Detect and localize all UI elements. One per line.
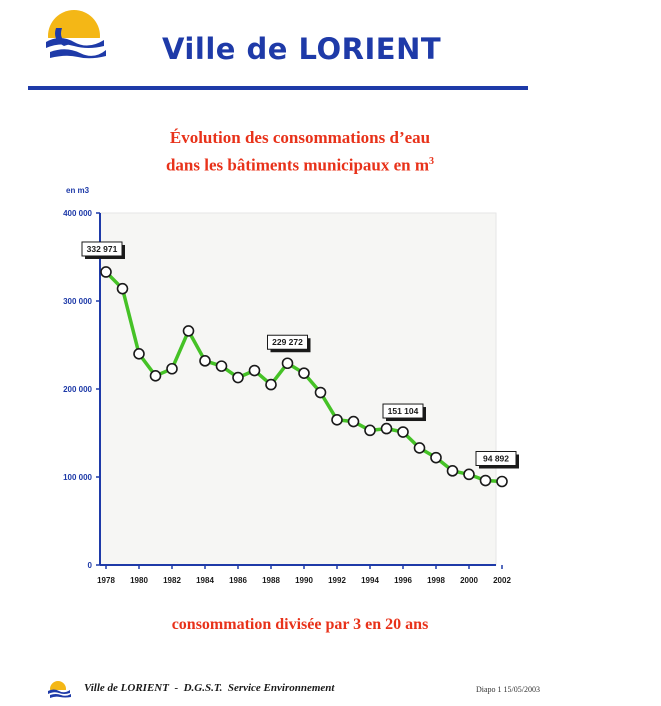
y-tick-label: 200 000 (63, 385, 92, 394)
x-tick-label: 1984 (196, 576, 214, 585)
data-point (184, 326, 194, 336)
data-point (415, 443, 425, 453)
x-tick-label: 1996 (394, 576, 412, 585)
chart-title-sup: 3 (429, 156, 435, 167)
y-axis-label: en m3 (66, 186, 90, 195)
data-point (151, 371, 161, 381)
data-label: 151 104 (387, 406, 419, 417)
y-tick-label: 0 (87, 561, 92, 570)
x-tick-label: 1990 (295, 576, 313, 585)
footer-slide-ref: Diapo 1 15/05/2003 (476, 685, 540, 694)
footer-logo-icon (46, 680, 72, 700)
chart-title-line1: Évolution des consommations d’eau (169, 128, 431, 147)
data-point (217, 361, 227, 371)
data-point (464, 469, 474, 479)
data-point (299, 368, 309, 378)
x-tick-label: 1986 (229, 576, 247, 585)
data-point (332, 415, 342, 425)
data-point (365, 425, 375, 435)
x-tick-label: 1978 (97, 576, 115, 585)
data-point (283, 358, 293, 368)
data-point (382, 424, 392, 434)
data-point (118, 284, 128, 294)
data-point (349, 417, 359, 427)
y-tick-label: 300 000 (63, 297, 92, 306)
y-tick-label: 100 000 (63, 473, 92, 482)
x-tick-label: 1998 (427, 576, 445, 585)
x-tick-label: 1988 (262, 576, 280, 585)
data-label: 229 272 (272, 337, 303, 348)
x-tick-label: 1982 (163, 576, 181, 585)
data-label: 94 892 (483, 453, 509, 464)
footer-text: Ville de LORIENT - D.G.S.T. Service Environnement (84, 682, 335, 694)
data-label: 332 971 (86, 243, 118, 254)
data-point (431, 453, 441, 463)
data-point (448, 466, 458, 476)
data-point (250, 366, 260, 376)
y-tick-label: 400 000 (63, 209, 92, 218)
chart-title-line2-text: dans les bâtiments municipaux en m (165, 155, 430, 175)
x-tick-label: 1980 (130, 576, 148, 585)
data-point (200, 356, 210, 366)
x-tick-label: 1992 (328, 576, 346, 585)
page-title: Ville de LORIENT (162, 32, 442, 66)
data-point (134, 349, 144, 359)
data-point (167, 364, 177, 374)
data-point (398, 427, 408, 437)
data-point (266, 380, 276, 390)
data-point (101, 267, 111, 277)
x-tick-label: 2002 (493, 576, 511, 585)
x-tick-label: 2000 (460, 576, 478, 585)
data-point (481, 476, 491, 486)
data-point (233, 373, 243, 383)
data-point (497, 476, 507, 486)
chart-caption: consommation divisée par 3 en 20 ans (171, 616, 429, 633)
plot-area (100, 213, 496, 565)
x-tick-label: 1994 (361, 576, 379, 585)
data-point (316, 388, 326, 398)
